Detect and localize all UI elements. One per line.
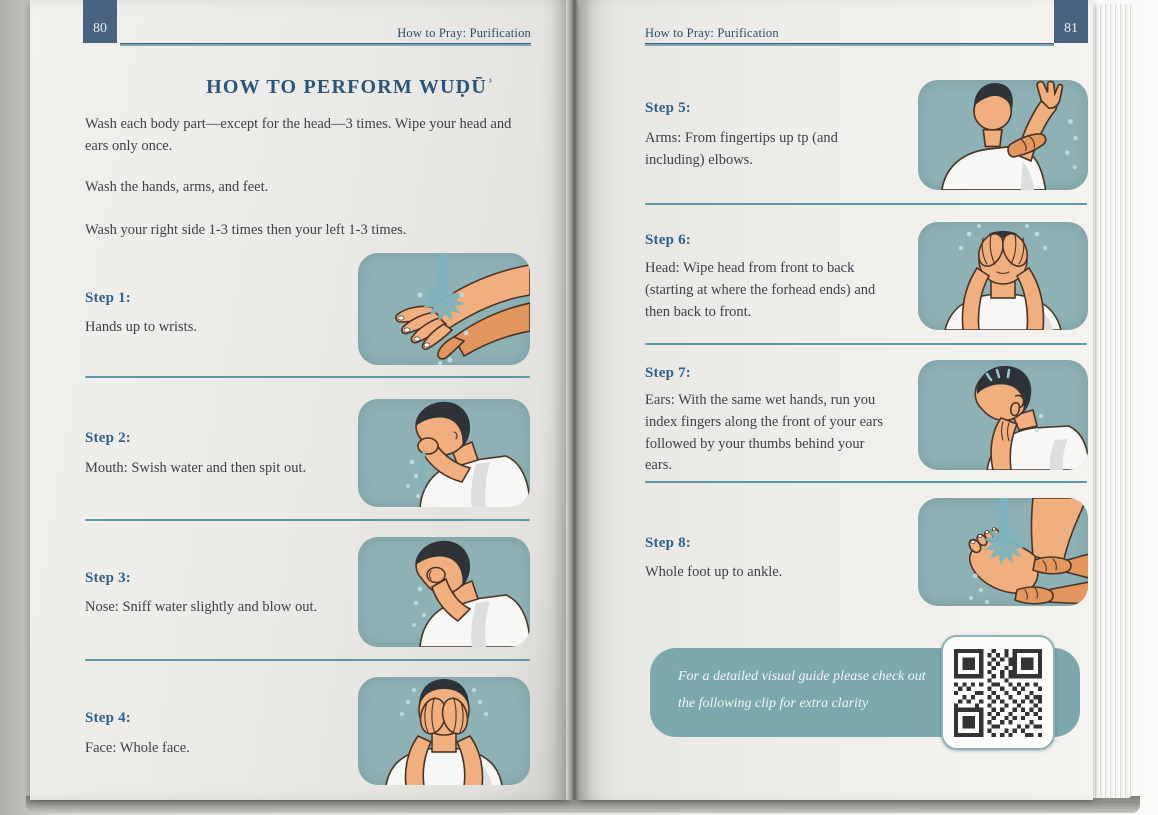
- intro-paragraph: Wash your right side 1-3 times then your left 1-3 times.: [85, 222, 407, 238]
- step-6-text: Head: Wipe head from front to back (starting at where the forhead ends) and then back to front.: [645, 260, 876, 320]
- intro-paragraph: Wash the hands, arms, and feet.: [85, 179, 269, 195]
- step-3-text: Nose: Sniff water slightly and blow out.: [85, 599, 318, 615]
- step-2-label: Step 2:: [85, 430, 131, 446]
- step-3-illustration: [358, 537, 530, 647]
- step-6-illustration: [918, 222, 1088, 330]
- page-number-badge: [83, 0, 117, 43]
- step-divider: [645, 343, 1087, 345]
- step-divider: [85, 659, 530, 661]
- page-81: [580, 0, 1093, 800]
- step-divider: [645, 203, 1087, 205]
- book-shadow-edge: [26, 801, 1140, 813]
- qr-code: [941, 635, 1055, 750]
- qr-note-line: the following clip for extra clarity: [678, 696, 869, 712]
- step-5-label: Step 5:: [645, 100, 691, 116]
- step-6-label: Step 6:: [645, 232, 691, 248]
- step-5-illustration: [918, 80, 1088, 190]
- step-8-illustration: [918, 498, 1088, 606]
- step-7-text: Ears: With the same wet hands, run you index fingers along the front of your ears followed by your thumbs behind your ears.: [645, 392, 883, 474]
- header-rule: [120, 43, 531, 46]
- step-8-text: Whole foot up to ankle.: [645, 564, 783, 580]
- page-number-badge: [1054, 0, 1088, 43]
- step-7-illustration: [918, 360, 1088, 470]
- step-2-illustration: [358, 399, 530, 507]
- step-1-label: Step 1:: [85, 290, 131, 306]
- step-2-text: Mouth: Swish water and then spit out.: [85, 460, 307, 476]
- step-5-text: Arms: From fingertips up tp (and including) elbows.: [645, 130, 838, 168]
- step-divider: [85, 519, 530, 521]
- step-divider: [85, 376, 530, 378]
- qr-note-line: For a detailed visual guide please check out: [678, 669, 926, 684]
- step-7-label: Step 7:: [645, 365, 691, 381]
- step-3-label: Step 3:: [85, 570, 131, 586]
- step-4-illustration: [358, 677, 530, 785]
- page-number: 80: [93, 21, 107, 36]
- running-header: How to Pray: Purification: [397, 26, 531, 40]
- page-number: 81: [1064, 21, 1078, 36]
- page-80: [30, 0, 568, 800]
- page-title: HOW TO PERFORM WUḌŪʾ: [206, 76, 495, 98]
- header-rule: [645, 43, 1054, 46]
- step-8-label: Step 8:: [645, 535, 691, 551]
- page-edges-right: [1093, 4, 1133, 798]
- step-4-text: Face: Whole face.: [85, 740, 190, 756]
- step-1-illustration: [358, 253, 530, 365]
- step-1-text: Hands up to wrists.: [85, 319, 197, 335]
- step-4-label: Step 4:: [85, 710, 131, 726]
- running-header: How to Pray: Purification: [645, 26, 779, 40]
- step-divider: [645, 481, 1087, 483]
- intro-paragraph: Wash each body part—except for the head—3 times. Wipe your head and ears only once.: [85, 116, 512, 154]
